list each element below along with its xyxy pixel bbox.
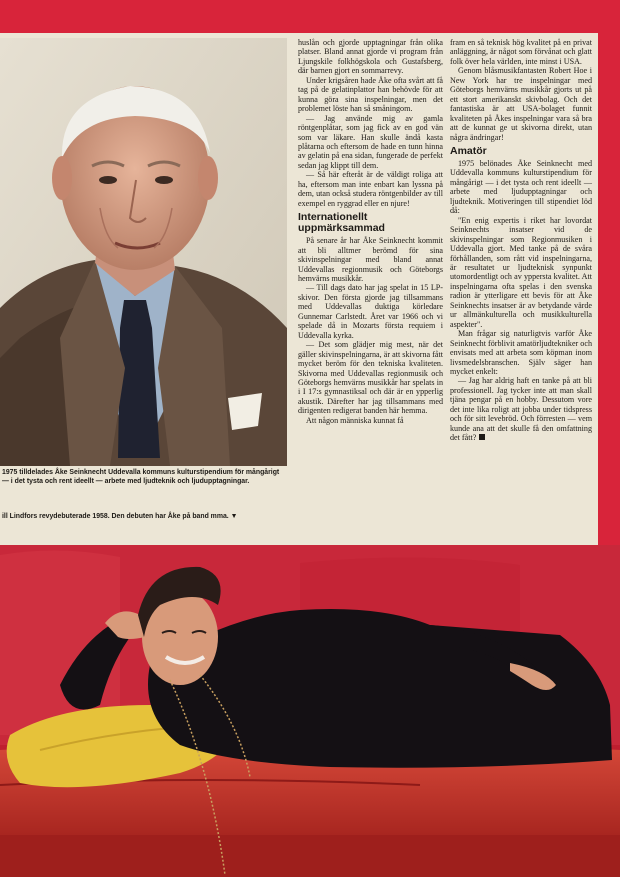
paragraph: Att någon människa kunnat få xyxy=(306,415,404,425)
portrait-photo-man xyxy=(0,38,287,466)
sofa-photo-illustration xyxy=(0,545,620,877)
paragraph: Genom blåsmusikfantasten Robert Hoe i New York har tre inspelningar med Göteborgs hemvärns musikkår gjorts ut på ett stort amerikanskt skivbolag. Och det fantastiska är att USA-bolaget funnit kvaliteten på Åkes inspelningar vara så bra att de kunnat ge ut skivorna direkt, utan några ändringar! xyxy=(450,66,592,142)
article-column-1 xyxy=(298,38,443,425)
section-heading: Amatör xyxy=(450,144,487,157)
article-column-2 xyxy=(450,38,592,443)
paragraph: — Det som glädjer mig mest, när det gäller skivinspelningarna, är att skivorna fått mycket beröm för den tekniska kvaliteten. Skivorna med Uddevallas regionmusik och Göteborgs hemvärns musikkår har spelats in i I 17:s gymnastiksal och där är en ypperlig akustik. Därefter har jag tillsammans med dirigenten redigerat banden här hemma. xyxy=(298,340,443,416)
paragraph: "En enig expertis i riket har lovordat Seinknechts insatser vid de skivinspelningar som Regionmusiken i Uddevalla gjort. Med tanke på de svåra förhållanden, som rått vid inspelningarna, är resultatet ur ljudteknisk synpunkt utomordentligt och av yppersta kvalitet. Att inspelningarna ofta spelas i den svenska radion är ytterligare ett bevis för att Åke Seinknechts insatser är av betydande värde ur allmänkulturella och musikkulturella aspekter". xyxy=(450,215,592,329)
paragraph: huslån och gjorde upptagningar från olika platser. Bland annat gjorde vi program från Ljungskile folkhögskola och Gustafsberg, där barnen gjort en sommarrevy. xyxy=(298,38,443,76)
end-of-article-icon xyxy=(479,434,485,440)
paragraph: fram en så teknisk hög kvalitet på en privat anläggning, är något som förvånat och glatt folk över hela världen, inte minst i USA. xyxy=(450,38,592,66)
photo-caption-secondary: ill Lindfors revydebuterade 1958. Den debuten har Åke på band mma. ▼ xyxy=(2,513,238,520)
paragraph: — Så här efteråt är de väldigt roliga att ha, eftersom man inte enbart kan lyssna på dem, utan också studera röntgenbilder av till exempel en ryggrad eller en njure! xyxy=(298,170,443,208)
paragraph: 1975 belönades Åke Seinknecht med Uddevalla kommuns kulturstipendium för mångårigt — i det tysta och rent ideellt — arbete med ljudupptagningar och ljudteknik. Motiveringen till stipendiet löd då: xyxy=(450,158,592,216)
paragraph: — Till dags dato har jag spelat in 15 LP-skivor. Den första gjorde jag tillsammans med Uddevallas duktiga körledare Gunnemar Carlstedt. Året var 1966 och vi spelade då in Mozarts första requiem i Uddevalla kyrka. xyxy=(298,283,443,340)
photo-woman-on-sofa xyxy=(0,545,620,877)
paragraph-text: — Jag har aldrig haft en tanke på att bli professionell. Jag tycker inte att man skall tjäna pengar på en hobby. Dessutom vore det inte lika roligt att jobba under tidspress och för sitt levebröd. Och förresten — vem kunde ana att det skulle få den omfattning det fått? xyxy=(450,376,592,443)
photo-caption: 1975 tilldelades Åke Seinknecht Uddevalla kommuns kulturstipendium för mångårigt — i det tysta och rent ideellt — arbete med ljudteknik och ljudupptagningar. xyxy=(2,469,280,485)
section-heading: Internationellt uppmärksammad xyxy=(298,211,385,235)
portrait-illustration xyxy=(0,38,287,466)
paragraph: Under krigsåren hade Åke ofta svårt att få tag på de gelatinplattor han behövde för att kunna göra sina inspelningar, men det problemet löste han så småningom. xyxy=(298,75,443,114)
paragraph xyxy=(450,376,592,442)
paragraph: — Jag använde mig av gamla röntgenplåtar, som jag fick av en god vän som var läkare. Han skulle ändå kasta plåtarna och eftersom de hade en tunn hinna av gelatin på ena sidan, fungerade de perfekt sedan jag klippt till dem. xyxy=(298,113,443,170)
paragraph: Man frågar sig naturligtvis varför Åke Seinknecht förblivit amatörljudtekniker och envisats med att arbeta som köpman inom livsmedelsbranschen. Själv säger han mycket enkelt: xyxy=(450,329,592,376)
paragraph: På senare år har Åke Seinknecht kommit att bli alltmer berömd för sina skivinspelningar med bland annat Uddevallas regionmusik och Göteborgs hemvärns musikkår. xyxy=(298,236,443,283)
article-sheet xyxy=(0,33,598,545)
